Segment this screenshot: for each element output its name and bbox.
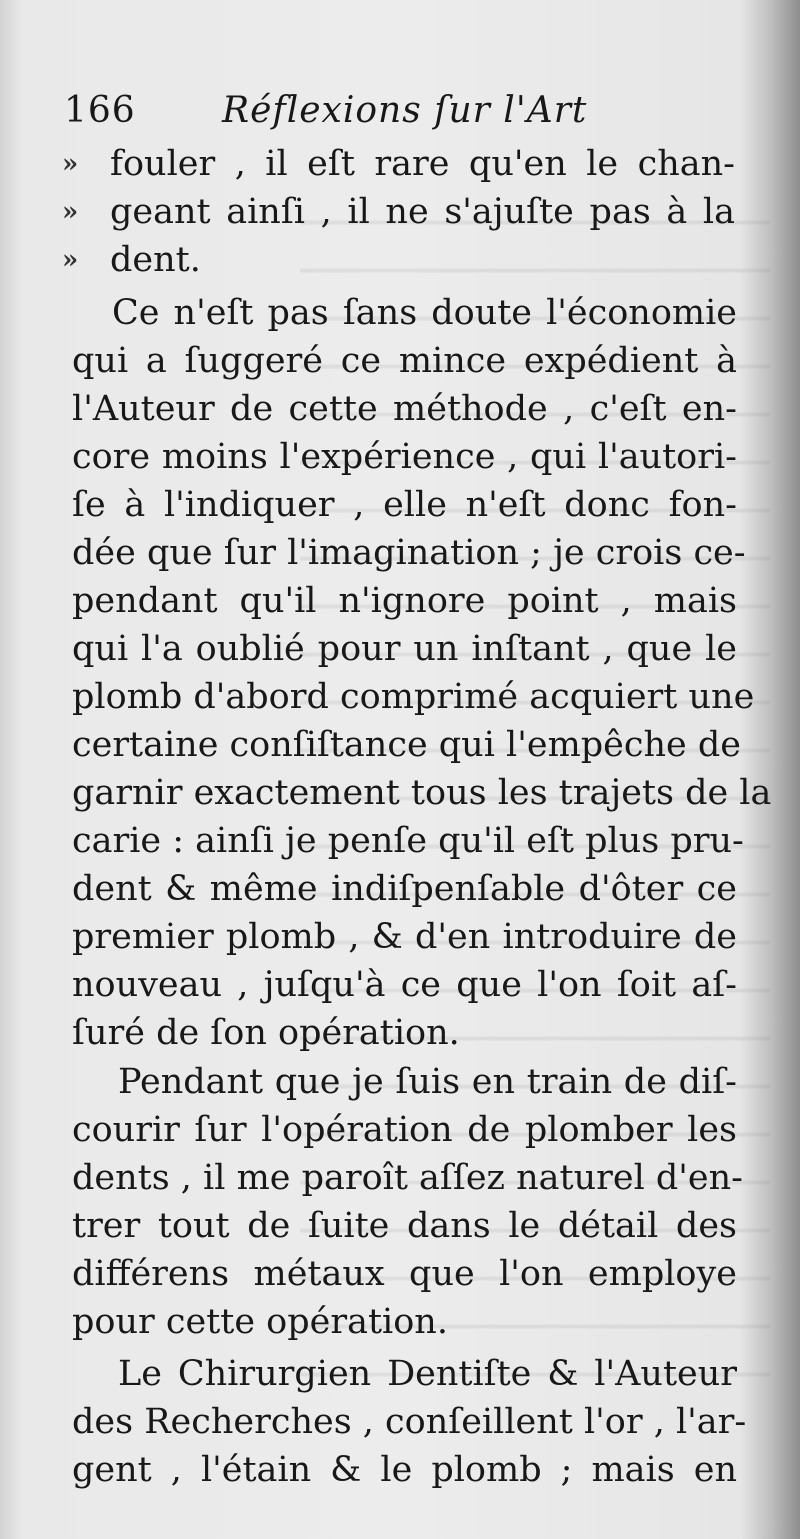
text-line: l'Auteur de cette méthode , c'eſt en- [72, 389, 737, 429]
text-line: dée que ſur l'imagination ; je crois ce- [72, 533, 746, 573]
text-line: premier plomb , & d'en introduire de [72, 917, 737, 957]
text-line: dent. [110, 240, 201, 280]
text-line: carie : ainſi je penſe qu'il eſt plus pru- [72, 821, 744, 861]
text-line: des Recherches , conſeillent l'or , l'ar- [72, 1402, 747, 1442]
text-line: trer tout de ſuite dans le détail des [72, 1206, 737, 1246]
text-line: dent & même indiſpenſable d'ôter ce [72, 869, 737, 909]
running-title: Réflexions ſur l'Art [222, 90, 588, 131]
text-line: pour cette opération. [72, 1302, 448, 1342]
text-line: courir ſur l'opération de plomber les [72, 1110, 737, 1150]
text-line: certaine conſiſtance qui l'empêche de [72, 725, 741, 765]
text-line: Ce n'eſt pas ſans doute l'économie [112, 293, 737, 333]
text-line: différens métaux que l'on employe [72, 1254, 737, 1294]
text-line: ſe à l'indiquer , elle n'eſt donc fon- [72, 485, 737, 525]
text-line: gent , l'étain & le plomb ; mais en [72, 1450, 737, 1490]
text-line: core moins l'expérience , qui l'autori- [72, 437, 737, 477]
text-line: ſuré de ſon opération. [72, 1013, 460, 1053]
text-line: fouler , il eſt rare qu'en le chan- [110, 144, 735, 184]
text-line: dents , il me paroît aſſez naturel d'en- [72, 1158, 743, 1198]
text-line: qui l'a oublié pour un inſtant , que le [72, 629, 737, 669]
quote-mark: » [62, 245, 79, 275]
text-line: plomb d'abord comprimé acquiert une [72, 677, 755, 717]
quote-mark: » [62, 197, 79, 227]
text-line: Pendant que je ſuis en train de diſ- [118, 1062, 737, 1102]
text-line: pendant qu'il n'ignore point , mais [72, 581, 737, 621]
text-line: Le Chirurgien Dentiſte & l'Auteur [118, 1354, 737, 1394]
quote-mark: » [62, 149, 79, 179]
text-line: garnir exactement tous les trajets de la [72, 773, 772, 813]
page-number: 166 [64, 90, 136, 131]
text-line: qui a ſuggeré ce mince expédient à [72, 341, 737, 381]
text-line: geant ainſi , il ne s'ajuſte pas à la [110, 192, 735, 232]
page-header [60, 90, 710, 142]
text-line: nouveau , juſqu'à ce que l'on ſoit aſ- [72, 965, 737, 1005]
